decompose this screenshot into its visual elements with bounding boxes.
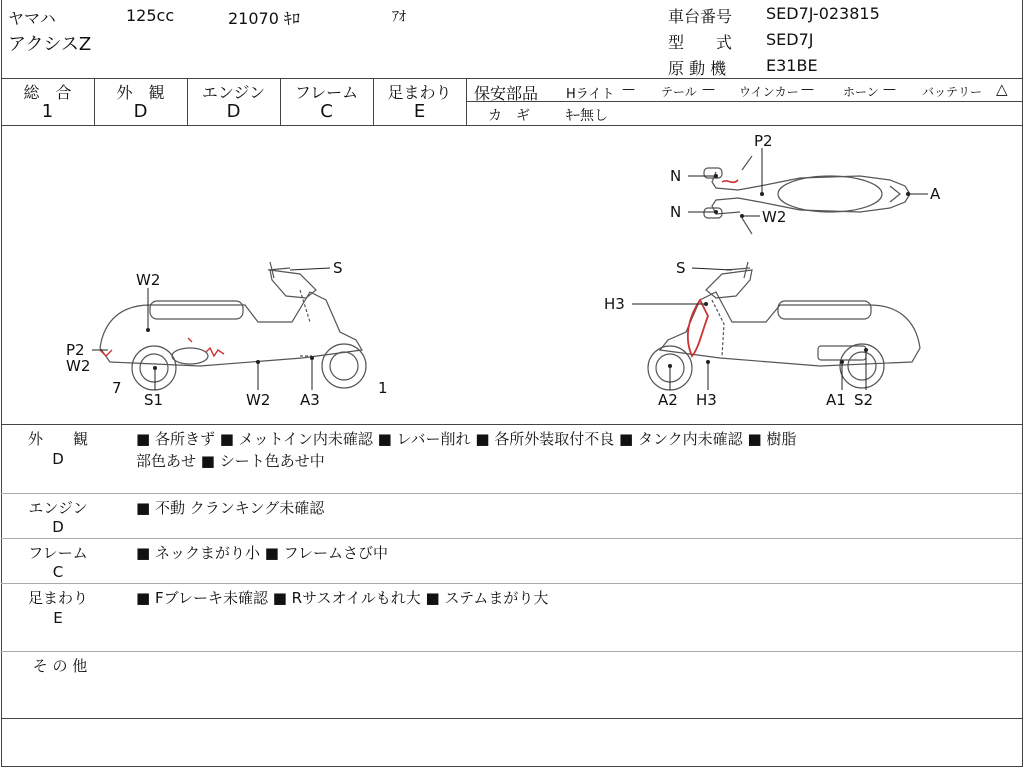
type-value: SED7J: [766, 30, 814, 49]
color: ｱｵ: [392, 9, 406, 25]
left-label-s1: S1: [144, 391, 164, 409]
safety-battery: バッテリー: [922, 85, 983, 99]
section-exterior-line2: 部色あせ ■ シート色あせ中: [136, 452, 325, 470]
rating-overall-value: 1: [41, 101, 54, 122]
chassis-label: 車台番号: [668, 7, 733, 26]
section-engine-line1: ■ 不動 クランキング未確認: [136, 499, 325, 517]
section-frame-grade: C: [52, 563, 64, 581]
rating-frame-value: C: [320, 101, 333, 122]
type-label: 型 式: [668, 33, 733, 52]
engine-value: E31BE: [766, 56, 818, 75]
left-label-a3: A3: [300, 391, 320, 409]
safety-headlight: Hライト: [566, 87, 615, 102]
rating-engine-label: エンジン: [201, 83, 266, 102]
right-side-drawing: [648, 262, 920, 390]
top-label-a: A: [930, 185, 941, 203]
rating-suspension-label: 足まわり: [387, 83, 452, 102]
key-label: カ ギ: [488, 108, 530, 124]
safety-label: 保安部品: [474, 84, 539, 103]
section-exterior-label: 外 観: [27, 430, 88, 448]
right-label-s2: S2: [854, 391, 874, 409]
displacement: 125cc: [126, 6, 175, 25]
safety-winker: ウインカー: [739, 85, 799, 99]
left-label-1: 1: [378, 379, 388, 397]
section-suspension-line1: ■ Fブレーキ未確認 ■ Rサスオイルもれ大 ■ ステムまがり大: [136, 589, 549, 607]
section-frame-line1: ■ ネックまがり小 ■ フレームさび中: [136, 544, 389, 562]
right-label-h3b: H3: [696, 391, 717, 409]
section-suspension-grade: E: [53, 609, 63, 627]
rating-overall-label: 総 合: [23, 83, 72, 102]
left-label-w2c: W2: [246, 391, 271, 409]
scooter-diagram: [0, 126, 1024, 426]
section-engine-grade: D: [52, 518, 64, 536]
maker: ヤマハ: [8, 9, 56, 28]
top-label-p2: P2: [754, 132, 773, 150]
safety-horn-val: —: [883, 82, 896, 97]
section-other-label: そ の 他: [32, 657, 88, 675]
top-label-w2: W2: [762, 208, 787, 226]
top-label-n1: N: [670, 167, 682, 185]
right-label-h3: H3: [604, 295, 625, 313]
section-suspension-label: 足まわり: [27, 589, 88, 607]
top-label-n2: N: [670, 203, 682, 221]
section-exterior-line1: ■ 各所きず ■ メットイン内未確認 ■ レバー削れ ■ 各所外装取付不良 ■ タンク内未確認 ■ 樹脂: [136, 430, 797, 448]
right-label-a2: A2: [658, 391, 678, 409]
rating-exterior-label: 外 観: [116, 83, 165, 102]
rating-frame-label: フレーム: [294, 83, 359, 102]
model-name: アクシスZ: [8, 34, 92, 55]
safety-horn: ホーン: [843, 85, 879, 99]
safety-tail: テール: [661, 85, 697, 99]
safety-headlight-val: —: [622, 82, 635, 97]
top-view-drawing: [704, 156, 910, 234]
left-label-p2: P2: [66, 341, 85, 359]
section-exterior-grade: D: [52, 450, 64, 468]
mileage: 21070 ｷﾛ: [228, 9, 300, 28]
rating-suspension-value: E: [413, 101, 426, 122]
safety-tail-val: —: [702, 82, 715, 97]
chassis-value: SED7J-023815: [766, 4, 880, 23]
left-label-w2b: W2: [66, 357, 91, 375]
left-label-s: S: [333, 259, 343, 277]
safety-battery-val: △: [996, 80, 1008, 98]
rating-exterior-value: D: [133, 101, 148, 122]
left-label-7: 7: [112, 379, 122, 397]
right-label-a1: A1: [826, 391, 846, 409]
safety-winker-val: —: [801, 82, 814, 97]
section-engine-label: エンジン: [28, 499, 88, 517]
section-frame-label: フレーム: [28, 544, 88, 562]
left-label-w2: W2: [136, 271, 161, 289]
right-label-s: S: [676, 259, 686, 277]
rating-engine-value: D: [226, 101, 241, 122]
key-value: ｷｰ無し: [566, 108, 608, 124]
engine-label: 原 動 機: [668, 59, 727, 78]
